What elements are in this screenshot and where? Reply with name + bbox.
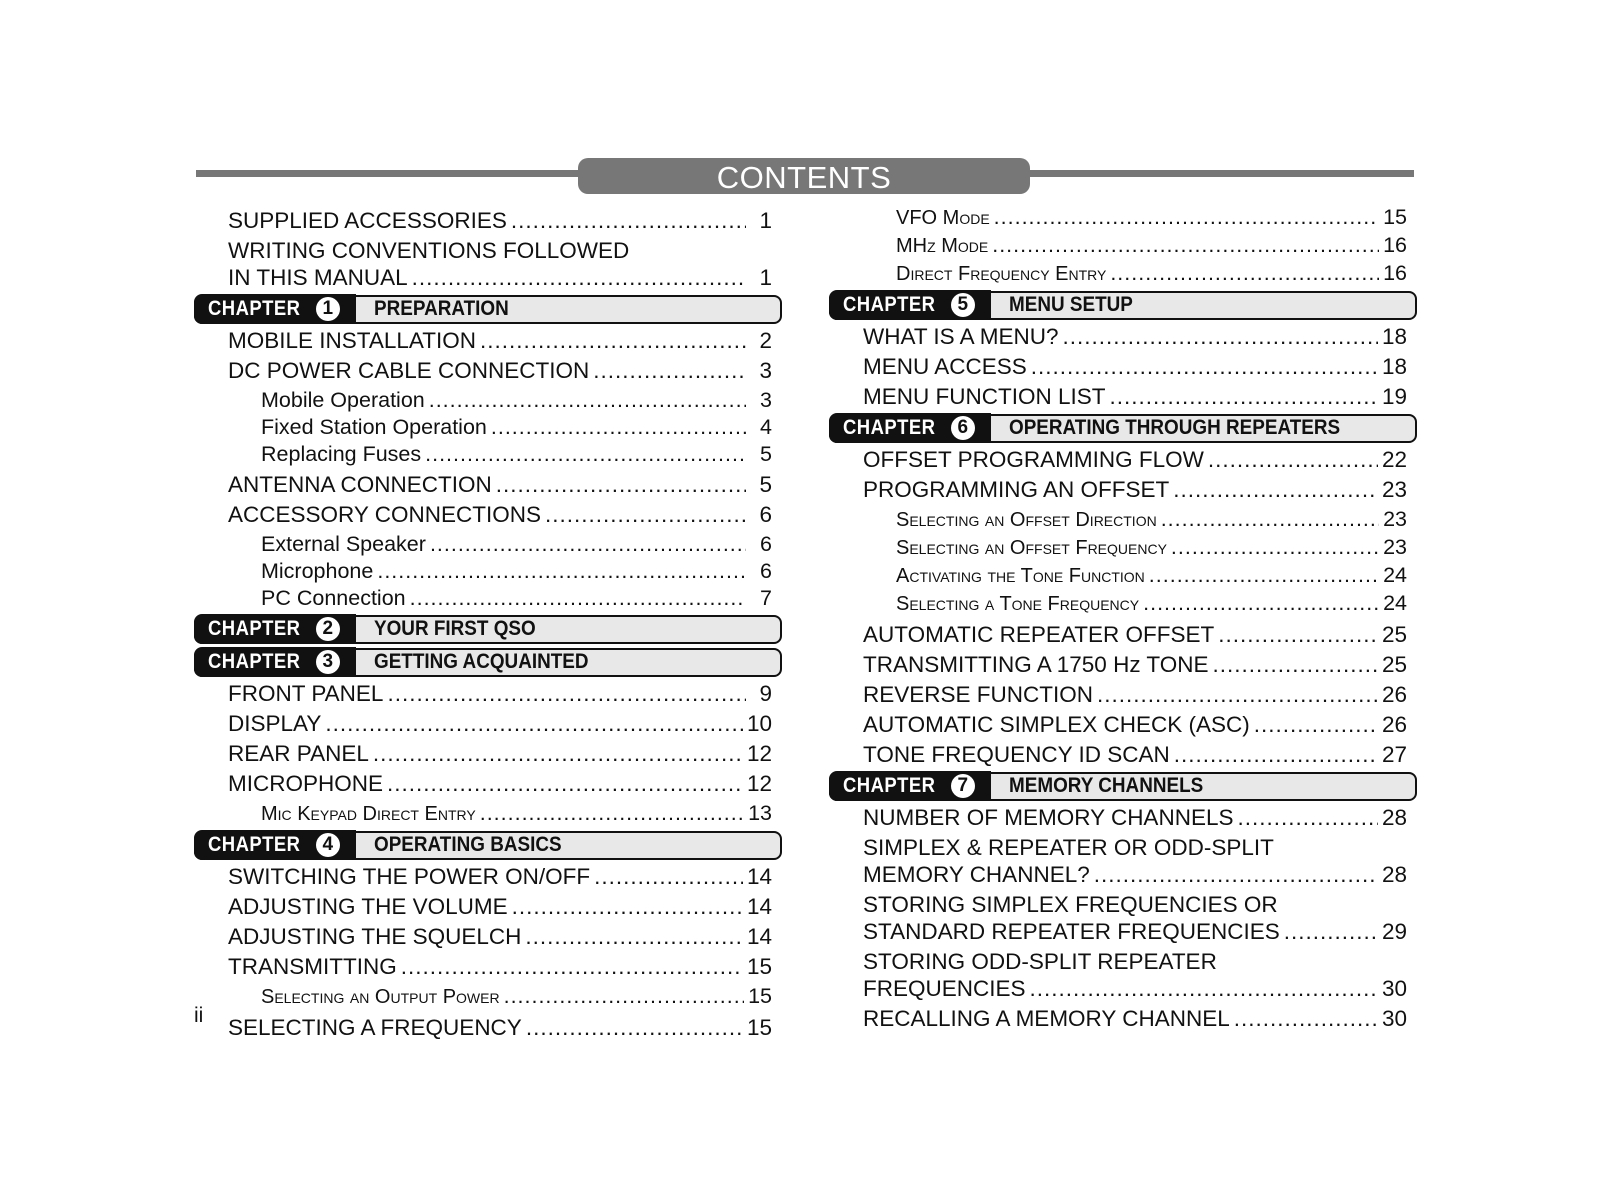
entry-title: MENU FUNCTION LIST bbox=[863, 384, 1106, 409]
chapter-label: CHAPTER bbox=[843, 416, 936, 439]
dot-leader bbox=[1173, 476, 1378, 503]
page-ref: 1 bbox=[759, 208, 772, 233]
entry-title: SUPPLIED ACCESSORIES bbox=[228, 208, 507, 233]
dot-leader bbox=[545, 501, 746, 528]
page-ref: 16 bbox=[1383, 261, 1407, 285]
page-ref: 25 bbox=[1381, 622, 1407, 647]
dot-leader bbox=[480, 800, 744, 827]
toc-subentry[interactable] bbox=[261, 531, 772, 558]
toc-subentry[interactable] bbox=[896, 204, 1407, 232]
toc-entry[interactable] bbox=[228, 1014, 772, 1041]
toc-entry[interactable] bbox=[228, 327, 772, 354]
dot-leader bbox=[387, 680, 746, 707]
entry-title: TRANSMITTING bbox=[228, 954, 397, 979]
toc-entry[interactable] bbox=[863, 834, 1407, 888]
contents-header bbox=[196, 158, 1414, 194]
dot-leader bbox=[992, 232, 1379, 259]
toc-subentry[interactable] bbox=[261, 983, 772, 1011]
entry-title: MICROPHONE bbox=[228, 771, 384, 796]
dot-leader bbox=[994, 204, 1379, 231]
page-title: CONTENTS bbox=[578, 158, 1030, 194]
page-ref: 3 bbox=[759, 358, 772, 383]
dot-leader bbox=[1174, 741, 1378, 768]
toc-subentry[interactable] bbox=[896, 534, 1407, 562]
dot-leader bbox=[377, 558, 746, 585]
dot-leader bbox=[593, 357, 746, 384]
entry-title: WHAT IS A MENU? bbox=[863, 324, 1059, 349]
toc-entry[interactable] bbox=[228, 740, 772, 767]
page-ref: 14 bbox=[746, 864, 772, 889]
chapter-tab bbox=[194, 647, 356, 677]
entry-title: External Speaker bbox=[261, 532, 426, 556]
dot-leader bbox=[480, 327, 746, 354]
chapter-number-badge: 6 bbox=[951, 416, 975, 440]
entry-title: ACCESSORY CONNECTIONS bbox=[228, 502, 541, 527]
page-ref: 19 bbox=[1381, 384, 1407, 409]
chapter-number-badge: 3 bbox=[316, 650, 340, 674]
dot-leader bbox=[1171, 534, 1379, 561]
chapter-label: CHAPTER bbox=[208, 833, 301, 856]
chapter-label: CHAPTER bbox=[208, 297, 301, 320]
chapter-title: PREPARATION bbox=[374, 297, 509, 320]
chapter-title: OPERATING THROUGH REPEATERS bbox=[1009, 416, 1341, 439]
chapter-heading[interactable] bbox=[194, 294, 782, 324]
entry-title: REAR PANEL bbox=[228, 741, 369, 766]
dot-leader bbox=[1143, 590, 1379, 617]
toc-entry[interactable] bbox=[863, 383, 1407, 410]
entry-title: RECALLING A MEMORY CHANNEL bbox=[863, 1006, 1230, 1031]
page-ref: 2 bbox=[759, 328, 772, 353]
chapter-tab bbox=[829, 413, 991, 443]
page-ref: 6 bbox=[759, 502, 772, 527]
chapter-heading[interactable] bbox=[829, 413, 1417, 443]
page-ref: 30 bbox=[1381, 976, 1407, 1001]
dot-leader bbox=[1213, 651, 1378, 678]
dot-leader bbox=[401, 953, 743, 980]
entry-title: TONE FREQUENCY ID SCAN bbox=[863, 742, 1170, 767]
dot-leader bbox=[525, 923, 743, 950]
chapter-tab bbox=[194, 830, 356, 860]
dot-leader bbox=[325, 710, 743, 737]
entry-title: Replacing Fuses bbox=[261, 442, 422, 466]
chapter-title: YOUR FIRST QSO bbox=[374, 617, 536, 640]
page-ref: 5 bbox=[760, 442, 772, 466]
toc-entry[interactable] bbox=[863, 323, 1407, 350]
entry-title: Fixed Station Operation bbox=[261, 415, 487, 439]
toc-entry[interactable] bbox=[228, 501, 772, 528]
entry-title: IN THIS MANUAL bbox=[228, 265, 408, 290]
dot-leader bbox=[594, 863, 743, 890]
dot-leader bbox=[1208, 446, 1378, 473]
chapter-heading[interactable] bbox=[829, 771, 1417, 801]
toc-entry[interactable] bbox=[228, 680, 772, 707]
chapter-tab bbox=[194, 614, 356, 644]
chapter-heading[interactable] bbox=[194, 647, 782, 677]
toc-entry[interactable] bbox=[863, 681, 1407, 708]
dot-leader bbox=[496, 471, 746, 498]
dot-leader bbox=[1110, 383, 1378, 410]
dot-leader bbox=[425, 441, 746, 468]
chapter-title: MENU SETUP bbox=[1009, 293, 1133, 316]
entry-title: Selecting an Offset Frequency bbox=[896, 537, 1167, 559]
page-ref: 28 bbox=[1381, 862, 1407, 887]
dot-leader bbox=[1284, 918, 1378, 945]
toc-subentry[interactable] bbox=[261, 558, 772, 585]
page-ref: 7 bbox=[760, 586, 772, 610]
entry-title: AUTOMATIC SIMPLEX CHECK (ASC) bbox=[863, 712, 1250, 737]
page-ref: 22 bbox=[1381, 447, 1407, 472]
toc-entry[interactable] bbox=[863, 353, 1407, 380]
toc-entry[interactable] bbox=[228, 863, 772, 890]
entry-title: Selecting an Offset Direction bbox=[896, 509, 1157, 531]
page-ref: 3 bbox=[760, 388, 772, 412]
page-ref: 13 bbox=[748, 801, 772, 825]
entry-title: MHz Mode bbox=[896, 235, 989, 257]
dot-leader bbox=[373, 740, 743, 767]
page-ref: 1 bbox=[759, 265, 772, 290]
entry-title: SELECTING A FREQUENCY bbox=[228, 1015, 522, 1040]
chapter-heading[interactable] bbox=[829, 290, 1417, 320]
toc-subentry[interactable] bbox=[261, 800, 772, 828]
entry-title: PC Connection bbox=[261, 586, 406, 610]
page-ref: 5 bbox=[759, 472, 772, 497]
entry-title: Microphone bbox=[261, 559, 374, 583]
page-ref: 25 bbox=[1381, 652, 1407, 677]
toc-entry[interactable] bbox=[228, 471, 772, 498]
page-ref: 24 bbox=[1383, 591, 1407, 615]
chapter-heading[interactable] bbox=[194, 614, 782, 644]
chapter-tab bbox=[829, 771, 991, 801]
entry-title: NUMBER OF MEMORY CHANNELS bbox=[863, 805, 1234, 830]
page-ref: 12 bbox=[746, 741, 772, 766]
entry-title: Mic Keypad Direct Entry bbox=[261, 803, 476, 825]
entry-title: TRANSMITTING A 1750 Hz TONE bbox=[863, 652, 1209, 677]
entry-title: MOBILE INSTALLATION bbox=[228, 328, 476, 353]
toc-subentry[interactable] bbox=[261, 387, 772, 414]
entry-title: Activating the Tone Function bbox=[896, 565, 1145, 587]
dot-leader bbox=[504, 983, 744, 1010]
toc-subentry[interactable] bbox=[261, 441, 772, 468]
entry-title: Selecting an Output Power bbox=[261, 986, 500, 1008]
page-ref: 27 bbox=[1381, 742, 1407, 767]
chapter-number-badge: 7 bbox=[951, 774, 975, 798]
chapter-tab bbox=[194, 294, 356, 324]
entry-title: VFO Mode bbox=[896, 207, 990, 229]
chapter-tab bbox=[829, 290, 991, 320]
chapter-heading[interactable] bbox=[194, 830, 782, 860]
toc-entry[interactable] bbox=[228, 770, 772, 797]
entry-title: REVERSE FUNCTION bbox=[863, 682, 1094, 707]
toc-entry[interactable] bbox=[863, 891, 1407, 945]
dot-leader bbox=[511, 207, 746, 234]
entry-title-line: STORING ODD-SPLIT REPEATER bbox=[863, 949, 1217, 974]
entry-title: MEMORY CHANNEL? bbox=[863, 862, 1090, 887]
dot-leader bbox=[387, 770, 743, 797]
chapter-number-badge: 5 bbox=[951, 293, 975, 317]
page-ref: 26 bbox=[1381, 712, 1407, 737]
entry-title: MENU ACCESS bbox=[863, 354, 1027, 379]
page-ref: 16 bbox=[1383, 233, 1407, 257]
page-ref: 15 bbox=[748, 984, 772, 1008]
toc-entry[interactable] bbox=[863, 621, 1407, 648]
entry-title: ADJUSTING THE SQUELCH bbox=[228, 924, 522, 949]
entry-title: Mobile Operation bbox=[261, 388, 425, 412]
entry-title: AUTOMATIC REPEATER OFFSET bbox=[863, 622, 1215, 647]
toc-column-left bbox=[194, 204, 782, 1044]
toc-entry[interactable] bbox=[228, 953, 772, 980]
toc-subentry[interactable] bbox=[896, 506, 1407, 534]
dot-leader bbox=[429, 387, 746, 414]
page-ref: 26 bbox=[1381, 682, 1407, 707]
entry-title-line: SIMPLEX & REPEATER OR ODD-SPLIT bbox=[863, 835, 1274, 860]
dot-leader bbox=[1110, 260, 1379, 287]
dot-leader bbox=[430, 531, 746, 558]
page-ref: 14 bbox=[746, 894, 772, 919]
dot-leader bbox=[1031, 353, 1378, 380]
toc-subentry[interactable] bbox=[261, 585, 772, 612]
dot-leader bbox=[1161, 506, 1379, 533]
dot-leader bbox=[1097, 681, 1378, 708]
toc-entry[interactable] bbox=[228, 237, 772, 291]
entry-title: OFFSET PROGRAMMING FLOW bbox=[863, 447, 1204, 472]
dot-leader bbox=[1030, 975, 1378, 1002]
toc-entry[interactable] bbox=[863, 948, 1407, 1002]
entry-title: Selecting a Tone Frequency bbox=[896, 593, 1140, 615]
page-ref: 18 bbox=[1381, 324, 1407, 349]
page-ref: 23 bbox=[1383, 507, 1407, 531]
page-ref: 29 bbox=[1381, 919, 1407, 944]
toc-subentry[interactable] bbox=[896, 590, 1407, 618]
toc-entry[interactable] bbox=[863, 711, 1407, 738]
chapter-number-badge: 2 bbox=[316, 617, 340, 641]
toc-subentry[interactable] bbox=[261, 414, 772, 441]
toc-entry[interactable] bbox=[863, 804, 1407, 831]
toc-subentry[interactable] bbox=[896, 232, 1407, 260]
chapter-number-badge: 4 bbox=[316, 833, 340, 857]
dot-leader bbox=[526, 1014, 743, 1041]
entry-title-line: STORING SIMPLEX FREQUENCIES OR bbox=[863, 892, 1278, 917]
chapter-label: CHAPTER bbox=[843, 774, 936, 797]
entry-title: DISPLAY bbox=[228, 711, 322, 736]
entry-title: FRONT PANEL bbox=[228, 681, 384, 706]
toc-entry[interactable] bbox=[863, 1005, 1407, 1032]
dot-leader bbox=[1254, 711, 1378, 738]
dot-leader bbox=[1094, 861, 1378, 888]
entry-title: ADJUSTING THE VOLUME bbox=[228, 894, 508, 919]
dot-leader bbox=[1062, 323, 1378, 350]
chapter-title: MEMORY CHANNELS bbox=[1009, 774, 1204, 797]
dot-leader bbox=[512, 893, 743, 920]
dot-leader bbox=[1218, 621, 1378, 648]
toc-subentry[interactable] bbox=[896, 562, 1407, 590]
chapter-label: CHAPTER bbox=[208, 650, 301, 673]
toc-entry[interactable] bbox=[228, 923, 772, 950]
chapter-label: CHAPTER bbox=[208, 617, 301, 640]
entry-title: FREQUENCIES bbox=[863, 976, 1026, 1001]
chapter-number-badge: 1 bbox=[316, 297, 340, 321]
dot-leader bbox=[1237, 804, 1377, 831]
page-ref: 28 bbox=[1381, 805, 1407, 830]
toc-entry[interactable] bbox=[863, 651, 1407, 678]
chapter-title: OPERATING BASICS bbox=[374, 833, 562, 856]
entry-title: SWITCHING THE POWER ON/OFF bbox=[228, 864, 591, 889]
chapter-title: GETTING ACQUAINTED bbox=[374, 650, 589, 673]
page-ref: 23 bbox=[1381, 477, 1407, 502]
page-ref: 15 bbox=[1383, 205, 1407, 229]
page-ref: 24 bbox=[1383, 563, 1407, 587]
page-ref: 6 bbox=[760, 532, 772, 556]
entry-title: STANDARD REPEATER FREQUENCIES bbox=[863, 919, 1280, 944]
page-ref: 9 bbox=[759, 681, 772, 706]
toc-column-right bbox=[829, 204, 1417, 1035]
toc-subentry[interactable] bbox=[896, 260, 1407, 288]
page-ref: 10 bbox=[746, 711, 772, 736]
dot-leader bbox=[1234, 1005, 1378, 1032]
chapter-label: CHAPTER bbox=[843, 293, 936, 316]
page-ref: 15 bbox=[746, 954, 772, 979]
toc-entry[interactable] bbox=[863, 741, 1407, 768]
page-ref: 14 bbox=[746, 924, 772, 949]
entry-title: PROGRAMMING AN OFFSET bbox=[863, 477, 1170, 502]
page-ref: 15 bbox=[746, 1015, 772, 1040]
toc-entry[interactable] bbox=[228, 710, 772, 737]
entry-title: ANTENNA CONNECTION bbox=[228, 472, 492, 497]
toc-entry[interactable] bbox=[228, 207, 772, 234]
dot-leader bbox=[412, 264, 746, 291]
toc-entry[interactable] bbox=[228, 893, 772, 920]
page-number: ii bbox=[194, 1004, 204, 1027]
page-ref: 23 bbox=[1383, 535, 1407, 559]
entry-title: DC POWER CABLE CONNECTION bbox=[228, 358, 590, 383]
page-ref: 30 bbox=[1381, 1006, 1407, 1031]
toc-entry[interactable] bbox=[863, 446, 1407, 473]
toc-entry[interactable] bbox=[863, 476, 1407, 503]
entry-title: Direct Frequency Entry bbox=[896, 263, 1107, 285]
entry-title-line: WRITING CONVENTIONS FOLLOWED bbox=[228, 238, 630, 263]
toc-entry[interactable] bbox=[228, 357, 772, 384]
page-ref: 4 bbox=[760, 415, 772, 439]
dot-leader bbox=[491, 414, 746, 441]
page-ref: 18 bbox=[1381, 354, 1407, 379]
page-ref: 6 bbox=[760, 559, 772, 583]
dot-leader bbox=[410, 585, 746, 612]
page-ref: 12 bbox=[746, 771, 772, 796]
dot-leader bbox=[1149, 562, 1379, 589]
